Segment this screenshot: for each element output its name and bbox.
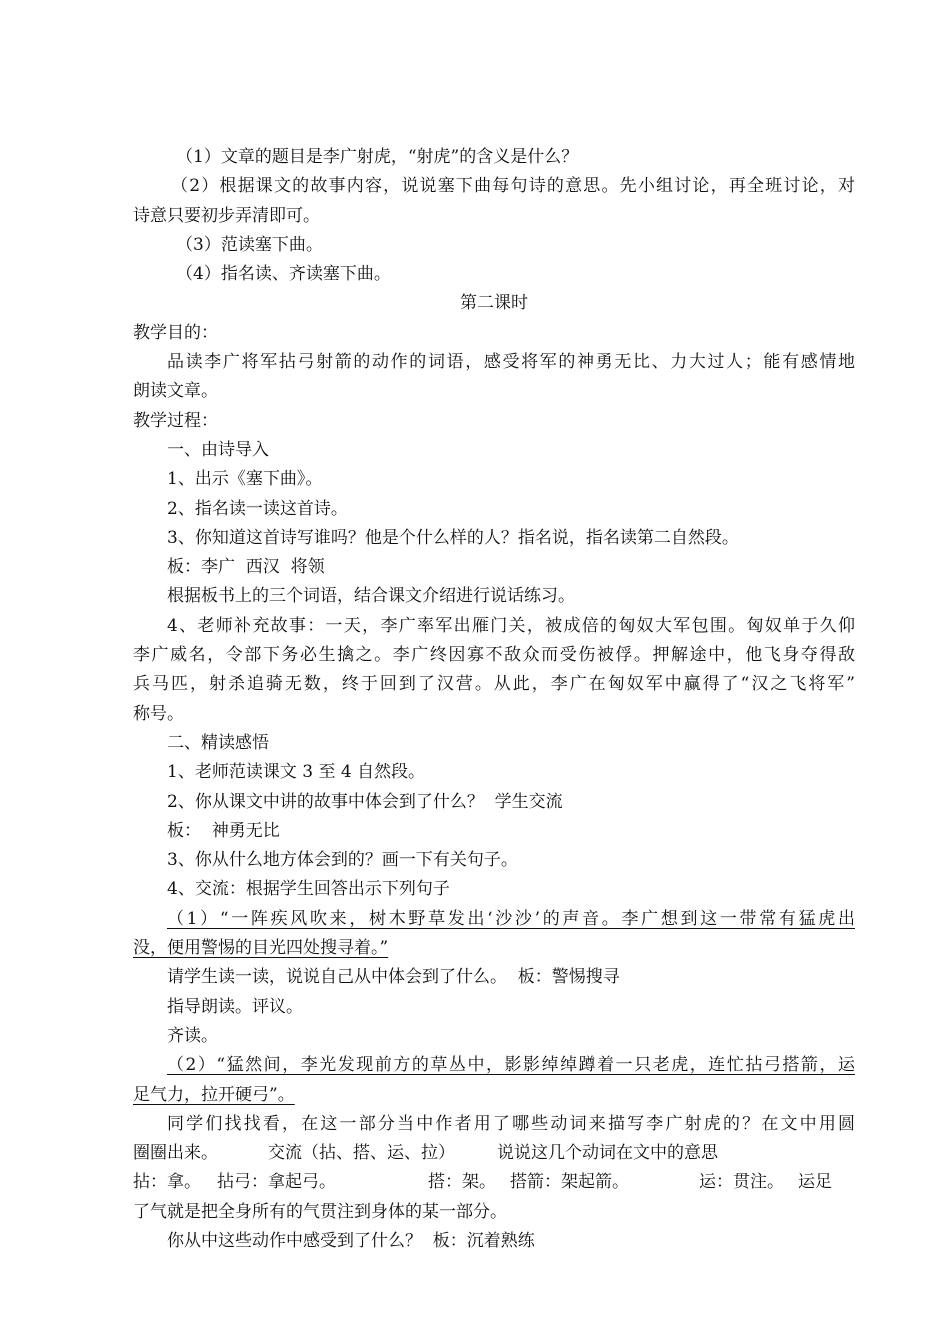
board-note-1: 板：李广 西汉 将领 [167,557,325,578]
step-1-3: 3、你知道这首诗写谁吗？他是个什么样的人？指名说，指名读第二自然段。 [167,527,739,548]
question-2-line-1: （2）根据课文的故事内容，说说塞下曲每句诗的意思。先小组讨论，再全班讨论，对 [171,176,855,197]
document-body [133,143,855,1256]
speaking-practice: 根据板书上的三个词语，结合课文介绍进行说话练习。 [167,586,575,607]
quote-2-line-2-wrap [133,1081,855,1110]
part-2-heading: 二、精读感悟 [167,732,269,753]
def-yunzu: 运足 [798,1172,832,1193]
teaching-goal-line-2: 朗读文章。 [133,381,218,402]
board-note-2: 板： 神勇无比 [167,820,280,841]
step-2-1: 1、老师范读课文 3 至 4 自然段。 [167,762,426,783]
feeling-question: 你从中这些动作中感受到了什么？ 板：沉着熟练 [167,1230,535,1251]
def-yunzu-continued: 了气就是把全身所有的气贯注到身体的某一部分。 [133,1201,507,1222]
teaching-process-heading: 教学过程： [133,410,218,431]
read-and-discuss: 请学生读一读，说说自己从中体会到了什么。 板：警惕搜寻 [167,967,620,988]
part-1-heading: 一、由诗导入 [167,439,269,460]
story-line-4: 称号。 [133,703,184,724]
verb-meaning-prompt: 说说这几个动词在文中的意思 [497,1143,718,1164]
story-line-3: 兵马匹，射杀追骑无数，终于回到了汉营。从此，李广在匈奴军中赢得了“汉之飞将军” [133,674,855,695]
question-3: （3）范读塞下曲。 [176,234,323,255]
def-nian: 拈：拿。 [133,1172,201,1193]
def-niangong: 拈弓：拿起弓。 [217,1172,336,1193]
story-line-1: 4、老师补充故事：一天，李广率军出雁门关，被成倍的匈奴大军包围。匈奴单于久仰 [167,615,855,636]
def-dajian: 搭箭：架起箭。 [510,1172,629,1193]
step-2-4: 4、交流：根据学生回答出示下列句子 [167,879,450,900]
quote-2-line-1: （2）“猛然间，李光发现前方的草丛中，影影绰绰蹲着一只老虎，连忙拈弓搭箭，运 [167,1055,855,1076]
quote-1-line-2: 没，便用警惕的目光四处搜寻着。” [133,938,389,959]
verb-task-circle: 圈圈出来。 [133,1143,218,1164]
step-2-2: 2、你从课文中讲的故事中体会到了什么？ 学生交流 [167,791,563,812]
teaching-goal-line-1: 品读李广将军拈弓射箭的动作的词语，感受将军的神勇无比、力大过人；能有感情地 [167,352,855,373]
quote-2-line-2: 足气力，拉开硬弓”。 [133,1084,295,1105]
step-1-2: 2、指名读一读这首诗。 [167,498,348,519]
teaching-goal-heading: 教学目的： [133,322,218,343]
verb-task-line-1: 同学们找找看，在这一部分当中作者用了哪些动词来描写李广射虎的？在文中用圆 [167,1113,855,1134]
section-heading-second-lesson: 第二课时 [460,293,528,314]
story-line-2: 李广威名，令部下务必生擒之。李广终因寡不敌众而受伤被俘。押解途中，他飞身夺得敌 [133,645,855,666]
verb-definitions [133,1168,855,1197]
guided-reading: 指导朗读。评议。 [167,996,303,1017]
quote-1-line-2-wrap [133,934,855,963]
question-1: （1）文章的题目是李广射虎，“射虎”的含义是什么？ [176,147,579,167]
question-2-line-2: 诗意只要初步弄清即可。 [133,205,320,226]
question-4: （4）指名读、齐读塞下曲。 [176,264,391,285]
step-2-3: 3、你从什么地方体会到的？画一下有关句子。 [167,850,518,871]
step-1-1: 1、出示《塞下曲》。 [167,469,323,490]
def-da: 搭：架。 [428,1172,496,1193]
def-yun: 运：贯注。 [699,1172,784,1193]
group-reading: 齐读。 [167,1025,218,1046]
verb-exchange: 交流（拈、搭、运、拉） [268,1143,455,1164]
quote-1-line-1: （1）“一阵疾风吹来，树木野草发出‘沙沙’的声音。李广想到这一带常有猛虎出 [167,908,855,929]
verb-task-line-2 [133,1139,855,1168]
